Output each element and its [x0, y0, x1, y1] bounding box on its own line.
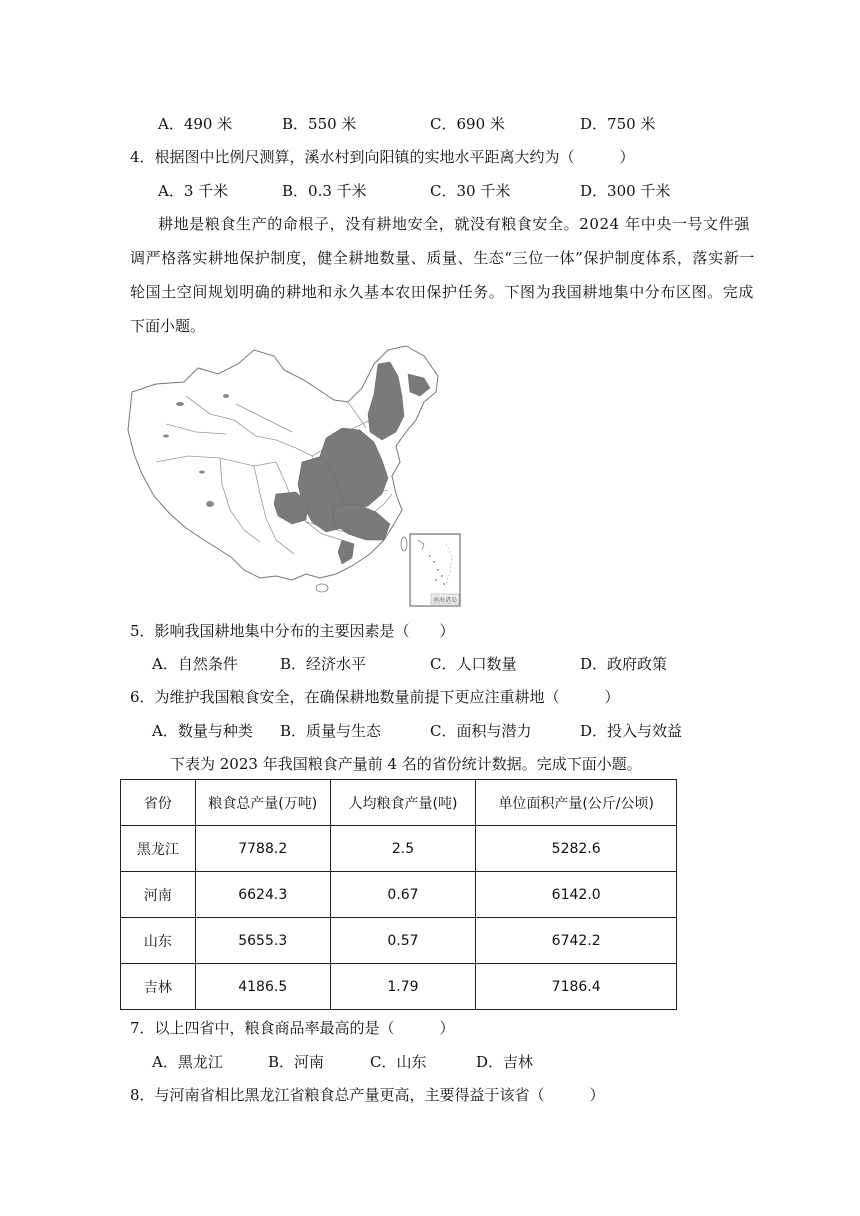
china-farmland-map: [126, 344, 466, 608]
q7-option-c: C．山东: [370, 1053, 427, 1071]
cell-yield: 7186.4: [476, 964, 677, 1010]
cell-total-output: 5655.3: [195, 918, 330, 964]
q3-option-c: C．690 米: [430, 115, 505, 133]
cell-total-output: 4186.5: [195, 964, 330, 1010]
header-yield-per-area: 单位面积产量(公斤/公顷): [476, 780, 677, 826]
table-row: [121, 964, 677, 1010]
cell-total-output: 7788.2: [195, 826, 330, 872]
question-8-stem: 8．与河南省相比黑龙江省粮食总产量更高，主要得益于该省（ ）: [130, 1086, 605, 1104]
q5-option-c: C．人口数量: [430, 655, 517, 673]
table-row: [121, 872, 677, 918]
cell-per-capita: 1.79: [330, 964, 476, 1010]
q5-option-d: D．政府政策: [580, 655, 668, 673]
header-province: 省份: [121, 780, 196, 826]
q3-option-a: A．490 米: [158, 115, 233, 133]
cell-province: 黑龙江: [121, 826, 196, 872]
q3-option-d: D．750 米: [580, 115, 656, 133]
passage-1-line-3: 轮国土空间规划明确的耕地和永久基本农田保护任务。下图为我国耕地集中分布区图。完成: [130, 283, 755, 301]
cell-yield: 6142.0: [476, 872, 677, 918]
cell-total-output: 6624.3: [195, 872, 330, 918]
q6-option-d: D．投入与效益: [580, 722, 683, 740]
south-china-sea-inset: [410, 534, 460, 606]
q4-option-d: D．300 千米: [580, 182, 671, 200]
cell-province: 河南: [121, 872, 196, 918]
question-7-stem: 7．以上四省中，粮食商品率最高的是（ ）: [130, 1019, 455, 1037]
header-per-capita: 人均粮食产量(吨): [330, 780, 476, 826]
cell-per-capita: 0.67: [330, 872, 476, 918]
table-row: [121, 826, 677, 872]
cell-province: 吉林: [121, 964, 196, 1010]
q6-option-b: B．质量与生态: [280, 722, 382, 740]
q4-option-b: B．0.3 千米: [282, 182, 367, 200]
table-header-row: [121, 780, 677, 826]
cell-yield: 6742.2: [476, 918, 677, 964]
passage-1-line-1: 耕地是粮食生产的命根子，没有耕地安全，就没有粮食安全。2024 年中央一号文件强: [158, 215, 750, 233]
passage-1-line-4: 下面小题。: [130, 317, 206, 335]
passage-1-line-2: 调严格落实耕地保护制度，健全耕地数量、质量、生态“三位一体”保护制度体系，落实新一: [130, 249, 755, 267]
cell-province: 山东: [121, 918, 196, 964]
q3-option-b: B．550 米: [282, 115, 357, 133]
q5-option-b: B．经济水平: [280, 655, 367, 673]
cell-per-capita: 2.5: [330, 826, 476, 872]
q7-option-d: D．吉林: [476, 1053, 534, 1071]
q4-option-c: C．30 千米: [430, 182, 511, 200]
grain-statistics-table: [120, 779, 677, 1010]
question-4-stem: 4．根据图中比例尺测算，溪水村到向阳镇的实地水平距离大约为（ ）: [130, 148, 635, 166]
cell-per-capita: 0.57: [330, 918, 476, 964]
cell-yield: 5282.6: [476, 826, 677, 872]
header-total-output: 粮食总产量(万吨): [195, 780, 330, 826]
inset-label: 南海诸岛: [432, 597, 458, 604]
q5-option-a: A．自然条件: [152, 655, 238, 673]
table-row: [121, 918, 677, 964]
q7-option-b: B．河南: [268, 1053, 325, 1071]
q6-option-a: A．数量与种类: [152, 722, 253, 740]
q6-option-c: C．面积与潜力: [430, 722, 532, 740]
question-6-stem: 6．为维护我国粮食安全，在确保耕地数量前提下更应注重耕地（ ）: [130, 688, 620, 706]
question-5-stem: 5．影响我国耕地集中分布的主要因素是（ ）: [130, 622, 455, 640]
passage-2: 下表为 2023 年我国粮食产量前 4 名的省份统计数据。完成下面小题。: [170, 755, 642, 773]
q7-option-a: A．黑龙江: [152, 1053, 223, 1071]
q4-option-a: A．3 千米: [158, 182, 229, 200]
